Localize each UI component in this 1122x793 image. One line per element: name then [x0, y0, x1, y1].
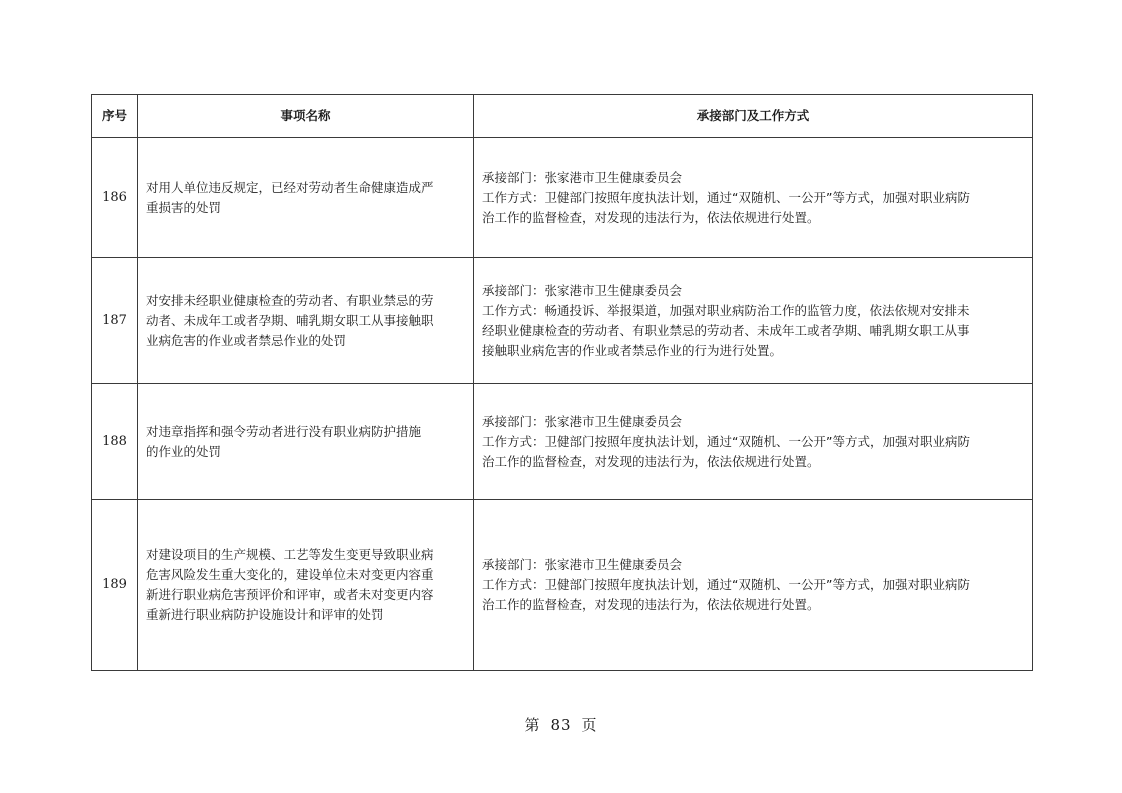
method-line: 经职业健康检查的劳动者、有职业禁忌的劳动者、未成年工或者孕期、哺乳期女职工从事: [482, 322, 970, 338]
matter-name-line: 重损害的处罚: [146, 199, 222, 215]
matter-name-line: 对用人单位违反规定，已经对劳动者生命健康造成严: [146, 179, 434, 195]
matter-name-line: 对违章指挥和强令劳动者进行没有职业病防护措施: [146, 423, 422, 439]
table-row: [92, 258, 1033, 384]
method-line: 治工作的监督检查，对发现的违法行为，依法依规进行处置。: [482, 209, 820, 225]
matter-name-line: 新进行职业病危害预评价和评审，或者未对变更内容: [146, 587, 434, 602]
department-method-cell: [474, 138, 1033, 258]
page-number: [0, 714, 1122, 735]
table-row: [92, 500, 1033, 671]
department-line: 承接部门：张家港市卫生健康委员会: [482, 413, 683, 429]
department-line: 承接部门：张家港市卫生健康委员会: [482, 169, 683, 185]
page-suffix: 页: [581, 716, 598, 734]
department-line: 承接部门：张家港市卫生健康委员会: [482, 557, 683, 572]
matter-name-cell: [138, 258, 474, 384]
page-number-value: 83: [550, 716, 572, 734]
matter-name-line: 重新进行职业病防护设施设计和评审的处罚: [146, 607, 384, 622]
header-matter-name: 事项名称: [138, 95, 474, 138]
method-line: 治工作的监督检查，对发现的违法行为，依法依规进行处置。: [482, 453, 820, 469]
matter-name-line: 对建设项目的生产规模、工艺等发生变更导致职业病: [146, 547, 434, 562]
table-body: [92, 138, 1033, 671]
department-line: 承接部门：张家港市卫生健康委员会: [482, 282, 683, 298]
matter-name-cell: [138, 384, 474, 500]
table-header: [92, 95, 1033, 138]
method-line: 治工作的监督检查，对发现的违法行为，依法依规进行处置。: [482, 597, 820, 612]
table-row: [92, 384, 1033, 500]
matter-name-line: 业病危害的作业或者禁忌作业的处罚: [146, 332, 347, 348]
method-line: 工作方式：卫健部门按照年度执法计划，通过“双随机、一公开”等方式，加强对职业病防: [482, 433, 970, 449]
table-row: [92, 138, 1033, 258]
row-number: 188: [92, 384, 138, 500]
method-line: 工作方式：卫健部门按照年度执法计划，通过“双随机、一公开”等方式，加强对职业病防: [482, 577, 970, 592]
department-method-cell: [474, 384, 1033, 500]
matter-name-cell: [138, 138, 474, 258]
matter-name-line: 的作业的处罚: [146, 443, 222, 459]
matter-name-line: 危害风险发生重大变化的，建设单位未对变更内容重: [146, 567, 434, 582]
header-serial-number: 序号: [92, 95, 138, 138]
method-line: 接触职业病危害的作业或者禁忌作业的行为进行处置。: [482, 342, 783, 358]
matters-table: [91, 94, 1033, 671]
row-number: 186: [92, 138, 138, 258]
method-line: 工作方式：卫健部门按照年度执法计划，通过“双随机、一公开”等方式，加强对职业病防: [482, 189, 970, 205]
header-row: [92, 95, 1033, 138]
page-prefix: 第: [524, 716, 541, 734]
matter-name-cell: [138, 500, 474, 671]
matter-name-line: 动者、未成年工或者孕期、哺乳期女职工从事接触职: [146, 312, 434, 328]
header-department-method: 承接部门及工作方式: [474, 95, 1033, 138]
department-method-cell: [474, 258, 1033, 384]
department-method-cell: [474, 500, 1033, 671]
matter-name-line: 对安排未经职业健康检查的劳动者、有职业禁忌的劳: [146, 292, 434, 308]
row-number: 187: [92, 258, 138, 384]
method-line: 工作方式：畅通投诉、举报渠道，加强对职业病防治工作的监管力度，依法依规对安排未: [482, 302, 970, 318]
row-number: 189: [92, 500, 138, 671]
